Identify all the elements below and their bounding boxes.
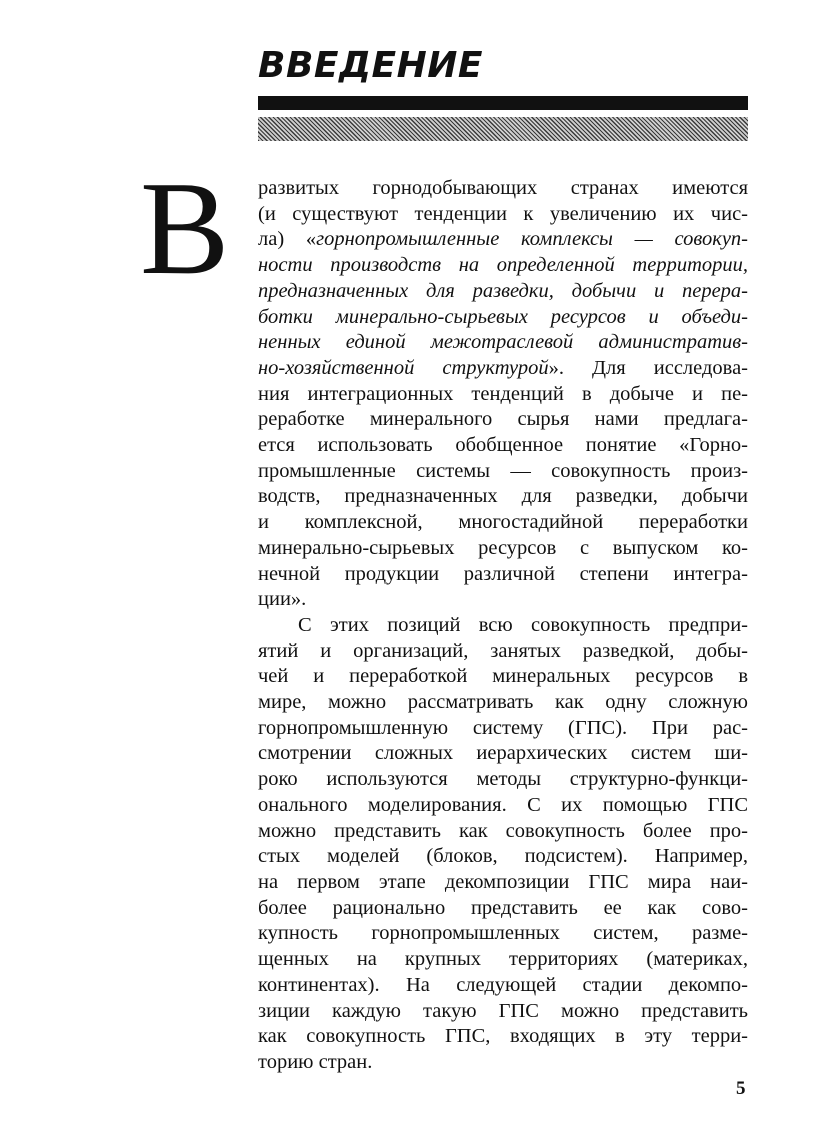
p2-line-15: континентах). На следующей стадии декомпо- (258, 973, 748, 996)
p1-line-8-tail: ». Для исследова- (548, 356, 748, 379)
p1-line-9: ния интеграционных тенденций в добыче и пе- (258, 382, 748, 405)
chapter-title: ВВЕДЕНИЕ (258, 45, 483, 86)
title-rule-hatched (258, 117, 748, 141)
p1-line-2: (и существуют тенденции к увеличению их чис- (258, 202, 748, 225)
p1-line-4: ности производств на определенной территории, (258, 254, 748, 277)
p1-line-11: ется использовать обобщенное понятие «Горно- (258, 434, 748, 457)
p2-line-5: горнопромышленную систему (ГПС). При рас- (258, 716, 748, 739)
p2-line-8: онального моделирования. С их помощью ГПС (258, 793, 748, 816)
p2-line-18: торию стран. (258, 1050, 373, 1073)
page-number: 5 (736, 1078, 746, 1099)
p1-line-8 (258, 356, 748, 382)
p1-line-12: промышленные системы — совокупность произ- (258, 459, 748, 482)
p1-line-8-italic: но-хозяйственной структурой (258, 356, 549, 379)
p1-line-3 (258, 227, 748, 253)
p2-line-6: смотрении сложных иерархических систем ши- (258, 742, 748, 765)
p2-line-16: зиции каждую такую ГПС можно представить (258, 999, 748, 1022)
p1-line-5: предназначенных для разведки, добычи и перера- (258, 279, 748, 302)
p2-line-2: ятий и организаций, занятых разведкой, добы- (258, 639, 748, 662)
p1-line-3-head: ла) « (258, 228, 317, 251)
p1-line-3-italic: горнопромышленные комплексы — совокуп- (316, 228, 749, 251)
p1-line-7: ненных единой межотраслевой административ- (258, 331, 748, 354)
p1-line-13: водств, предназначенных для разведки, добычи (258, 485, 748, 508)
p2-line-14: щенных на крупных территориях (материках, (258, 948, 748, 971)
p2-line-11: на первом этапе декомпозиции ГПС мира наи- (258, 870, 748, 893)
p2-line-13: купность горнопромышленных систем, разме- (258, 922, 748, 945)
p1-line-16: нечной продукции различной степени интегра- (258, 562, 748, 585)
drop-cap: В (140, 154, 230, 302)
p2-line-12: более рационально представить ее как сово- (258, 896, 748, 919)
p1-line-1: развитых горнодобывающих странах имеются (258, 177, 748, 199)
p1-line-15: минерально-сырьевых ресурсов с выпуском ко- (258, 536, 748, 559)
p1-line-17: ции». (258, 588, 307, 611)
p1-line-10: реработке минерального сырья нами предлага- (258, 408, 748, 431)
title-rule-solid (258, 96, 748, 110)
p1-line-6: ботки минерально-сырьевых ресурсов и объеди- (258, 305, 748, 328)
p2-line-3: чей и переработкой минеральных ресурсов в (258, 665, 748, 688)
p2-line-4: мире, можно рассматривать как одну сложную (258, 691, 748, 714)
p2-line-7: роко используются методы структурно-функци- (258, 768, 748, 791)
p2-line-17: как совокупность ГПС, входящих в эту терри- (258, 1025, 748, 1048)
p2-line-1: С этих позиций всю совокупность предпри- (298, 613, 748, 636)
body-text (258, 176, 748, 1076)
p1-line-14: и комплексной, многостадийной переработки (258, 511, 748, 534)
p2-line-9: можно представить как совокупность более про- (258, 819, 748, 842)
p2-line-10: стых моделей (блоков, подсистем). Например, (258, 845, 748, 868)
